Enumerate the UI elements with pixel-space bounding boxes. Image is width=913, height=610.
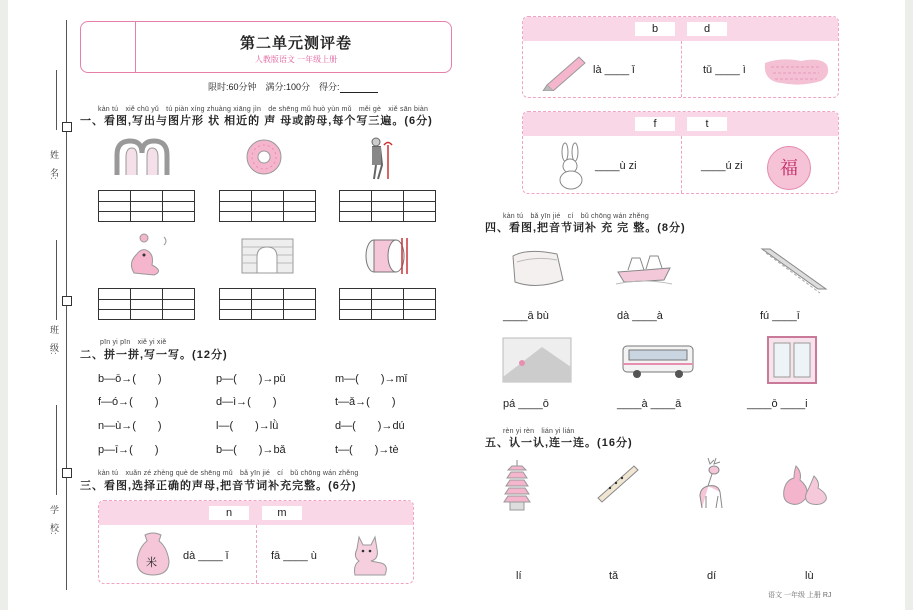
seal-with-ball-picture xyxy=(124,233,174,278)
arch-picture xyxy=(112,137,172,177)
cat-picture xyxy=(345,529,395,579)
fu-character-picture: 福 xyxy=(767,146,811,190)
donut-picture xyxy=(244,137,284,177)
answer-item[interactable]: ____ā bù xyxy=(503,310,549,322)
deer-picture xyxy=(690,456,730,510)
name-label: 姓 名: xyxy=(49,150,59,180)
score-blank[interactable] xyxy=(340,82,378,93)
pinyin-exercise[interactable]: f—ó→( ) xyxy=(98,396,159,408)
answer-item[interactable]: ____ú zi xyxy=(701,160,743,172)
brick-arch-picture xyxy=(240,235,295,275)
binding-hole xyxy=(62,122,72,132)
class-label: 班 级: xyxy=(49,325,59,355)
escalator-picture xyxy=(758,243,830,295)
pinyin-exercise[interactable]: b—( )→bǎ xyxy=(216,444,286,456)
letter-option[interactable]: b xyxy=(635,22,675,36)
writing-grid[interactable] xyxy=(339,190,436,222)
pinyin-word[interactable]: lí xyxy=(516,570,522,582)
binding-hole xyxy=(62,296,72,306)
pinyin-exercise[interactable]: d—ì→( ) xyxy=(216,396,277,408)
bus-picture xyxy=(619,340,697,380)
boat-picture xyxy=(614,248,674,288)
pinyin-exercise[interactable]: l—( )→lǜ xyxy=(216,420,279,432)
q3-pinyin: kàn tú xuǎn zé zhèng què de shēng mǔ bǎ yīn jié cí bǔ chōng wán zhěng xyxy=(98,470,359,477)
letter-option[interactable]: m xyxy=(262,506,302,520)
choice-box xyxy=(98,500,414,584)
answer-item[interactable]: ____à ____ā xyxy=(617,398,682,410)
letter-option[interactable]: n xyxy=(209,506,249,520)
pinyin-word[interactable]: lù xyxy=(805,570,814,582)
answer-item[interactable]: ____ō ____i xyxy=(747,398,808,410)
man-with-cane-picture xyxy=(362,135,402,180)
soil-picture xyxy=(761,55,831,87)
crayon-picture xyxy=(539,51,589,91)
choice-box xyxy=(522,111,839,194)
q4-pinyin: kàn tú bǎ yīn jié cí bǔ chōng wán zhěng xyxy=(503,213,649,220)
title-box xyxy=(80,21,452,73)
writing-grid[interactable] xyxy=(98,190,195,222)
answer-item[interactable]: fā ____ ù xyxy=(271,550,317,562)
page-title: 第二单元测评卷 xyxy=(239,35,352,52)
q1-title: 一、看图,写出与图片形 状 相近的 声 母或韵母,每个写三遍。(6分) xyxy=(80,115,433,127)
pinyin-exercise[interactable]: n—ù→( ) xyxy=(98,420,162,432)
q3-title: 三、看图,选择正确的声母,把音节词补充完整。(6分) xyxy=(80,480,357,492)
writing-grid[interactable] xyxy=(219,190,316,222)
binding-hole xyxy=(62,468,72,478)
pinyin-exercise[interactable]: p—ī→( ) xyxy=(98,444,159,456)
pinyin-word[interactable]: dí xyxy=(707,570,717,582)
pinyin-exercise[interactable]: b—ō→( ) xyxy=(98,373,162,385)
q1-pinyin: kàn tú xiě chū yǔ tú piàn xíng zhuàng xiāng jìn de shēng mǔ huò yùn mǔ měi gè xiě sān biàn xyxy=(98,106,429,113)
rice-char: 米 xyxy=(146,557,157,569)
q5-pinyin: rèn yi rèn lián yi lián xyxy=(503,428,575,435)
pinyin-exercise[interactable]: p—( )→pǔ xyxy=(216,373,286,385)
q2-pinyin: pīn yi pīn xiě yi xiě xyxy=(100,339,167,346)
page-subtitle: 人教版语文 一年级上册 xyxy=(254,55,338,64)
pinyin-exercise[interactable]: t—ǎ→( ) xyxy=(335,396,396,408)
writing-grid[interactable] xyxy=(339,288,436,320)
cloth-picture xyxy=(507,246,567,290)
rabbit-picture xyxy=(553,142,589,190)
answer-item[interactable]: fú ____ī xyxy=(760,310,800,322)
answer-item[interactable]: dà ____ ǐ xyxy=(183,550,229,562)
letter-option[interactable]: f xyxy=(635,117,675,131)
q5-title: 五、认一认,连一连。(16分) xyxy=(485,437,633,449)
pinyin-exercise[interactable]: t—( )→tè xyxy=(335,444,399,456)
climbing-hill-picture xyxy=(502,337,572,383)
pinyin-word[interactable]: tǎ xyxy=(609,570,619,582)
answer-item[interactable]: dà ____à xyxy=(617,310,663,322)
answer-item[interactable]: là ____ ǐ xyxy=(593,64,635,76)
answer-item[interactable]: pá ____ō xyxy=(503,398,549,410)
answer-item[interactable]: tǔ ____ ì xyxy=(703,64,746,76)
pinyin-exercise[interactable]: m—( )→mǐ xyxy=(335,373,408,385)
letter-option[interactable]: d xyxy=(687,22,727,36)
pagoda-picture xyxy=(502,458,532,512)
drum-picture xyxy=(362,234,412,276)
writing-grid[interactable] xyxy=(219,288,316,320)
page-footer: 语文 一年级 上册 RJ xyxy=(768,592,832,599)
answer-item[interactable]: ____ù zi xyxy=(595,160,637,172)
q4-title: 四、看图,把音节词补 充 完 整。(8分) xyxy=(485,222,686,234)
pinyin-exercise[interactable]: d—( )→dú xyxy=(335,420,405,432)
exam-info: 限时:60分钟 满分:100分 得分: xyxy=(208,80,378,93)
q2-title: 二、拼一拼,写一写。(12分) xyxy=(80,349,228,361)
letter-option[interactable]: t xyxy=(687,117,727,131)
writing-grid[interactable] xyxy=(98,288,195,320)
pear-picture xyxy=(780,462,832,506)
window-picture xyxy=(766,335,818,385)
flute-picture xyxy=(594,460,640,506)
choice-box xyxy=(522,16,839,98)
school-label: 学 校: xyxy=(49,505,59,535)
